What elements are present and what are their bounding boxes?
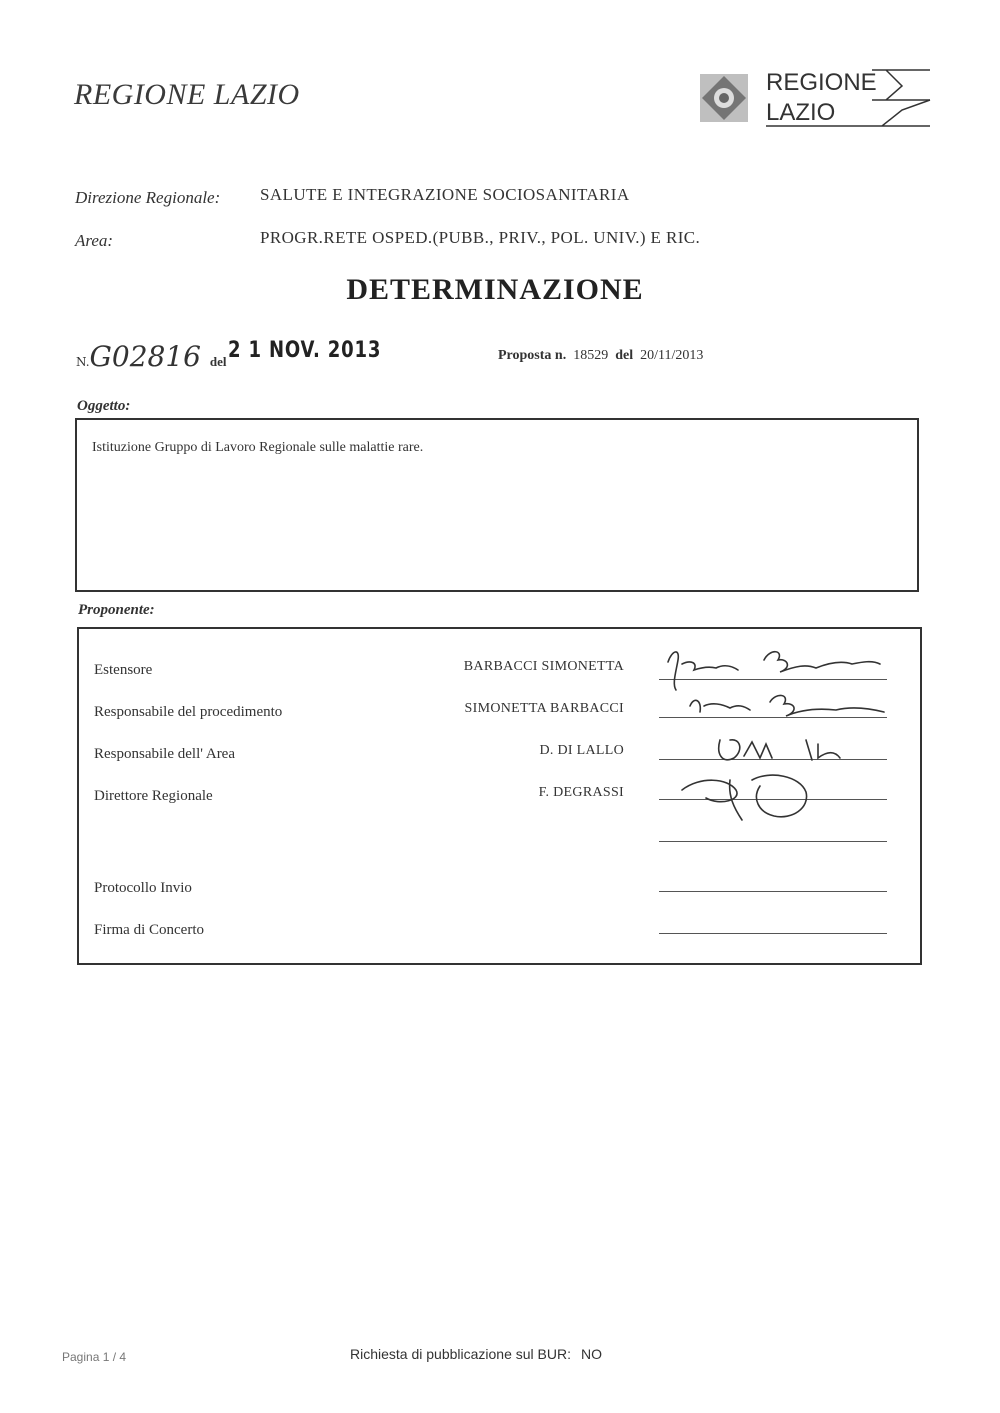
determination-number: [76, 340, 227, 373]
signature-line: [659, 679, 887, 680]
signature-line: [659, 799, 887, 800]
number-del-label: del: [209, 354, 227, 369]
logo-text-line1: REGIONE: [766, 69, 877, 96]
proposta-del-label: del: [615, 348, 634, 363]
oggetto-text: Istituzione Gruppo di Lavoro Regionale sulle malattie rare.: [92, 440, 424, 455]
name-responsabile-area: D. DI LALLO: [539, 743, 624, 758]
proposta-line: [498, 348, 703, 364]
oggetto-box: [75, 418, 919, 592]
determination-date-stamp: 2 1 NOV. 2013: [228, 338, 382, 363]
role-responsabile-area: Responsabile dell' Area: [94, 746, 235, 762]
direzione-value: SALUTE E INTEGRAZIONE SOCIOSANITARIA: [260, 185, 630, 204]
proposta-date: 20/11/2013: [640, 348, 704, 363]
number-prefix: N.: [76, 355, 90, 369]
concerto-line: [659, 933, 887, 934]
protocollo-invio-label: Protocollo Invio: [94, 880, 192, 896]
name-direttore-regionale: F. DEGRASSI: [538, 785, 624, 800]
role-estensore: Estensore: [94, 662, 153, 678]
signature-line: [659, 841, 887, 842]
region-title: REGIONE LAZIO: [74, 78, 300, 111]
name-responsabile-procedimento: SIMONETTA BARBACCI: [464, 701, 624, 716]
proponente-label: Proponente:: [78, 602, 155, 618]
name-estensore: BARBACCI SIMONETTA: [463, 659, 624, 674]
signature-line: [659, 759, 887, 760]
area-label: Area:: [75, 231, 114, 250]
firma-concerto-label: Firma di Concerto: [94, 922, 204, 938]
bur-request: [350, 1346, 602, 1362]
number-handwritten: G02816: [89, 340, 201, 373]
page-indicator: Pagina 1 / 4: [62, 1350, 127, 1364]
bur-label: Richiesta di pubblicazione sul BUR:: [350, 1346, 571, 1362]
direzione-label: Direzione Regionale:: [75, 188, 221, 207]
oggetto-label: Oggetto:: [77, 398, 131, 414]
proposta-label: Proposta n.: [498, 348, 567, 363]
proposta-number: 18529: [573, 348, 609, 363]
region-logo: [696, 66, 936, 132]
document-type-title: DETERMINAZIONE: [346, 273, 644, 306]
signature-line: [659, 717, 887, 718]
role-responsabile-procedimento: Responsabile del procedimento: [94, 704, 283, 720]
bur-value: NO: [581, 1346, 602, 1362]
region-emblem-icon: [696, 70, 752, 126]
proponente-box: [77, 627, 922, 965]
role-direttore-regionale: Direttore Regionale: [94, 788, 213, 804]
logo-text-line2: LAZIO: [766, 99, 836, 126]
area-value: PROGR.RETE OSPED.(PUBB., PRIV., POL. UNIV.) E RIC.: [260, 228, 701, 247]
protocollo-line: [659, 891, 887, 892]
logo-chevron-lines: [762, 66, 936, 132]
